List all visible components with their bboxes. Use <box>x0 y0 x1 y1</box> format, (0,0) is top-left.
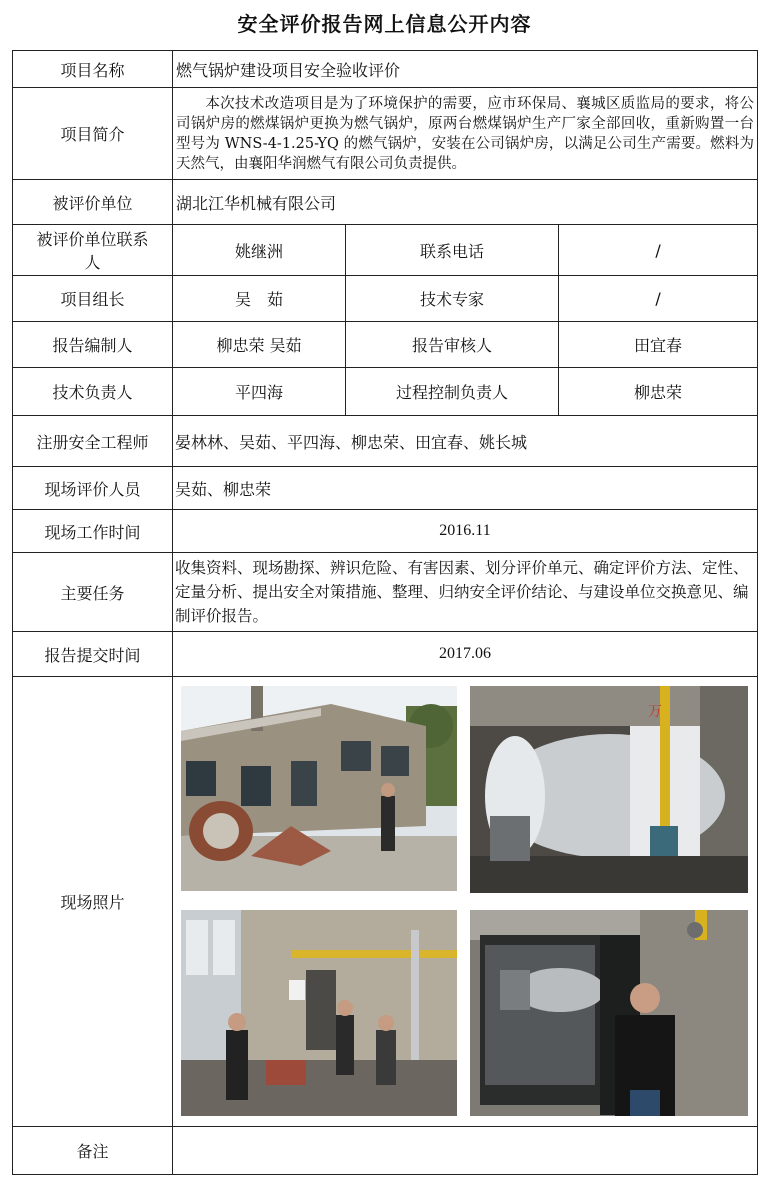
photo-gas-boiler <box>470 686 748 893</box>
row-tech-lead <box>13 368 758 416</box>
team-lead-label: 项目组长 <box>13 276 173 322</box>
photos-label: 现场照片 <box>13 677 173 1127</box>
engineers-label: 注册安全工程师 <box>13 416 173 467</box>
evaluated-unit-label: 被评价单位 <box>13 180 173 225</box>
row-project-name <box>13 51 758 88</box>
site-staff-value: 吴茹、柳忠荣 <box>173 467 758 510</box>
project-intro-cell <box>173 88 758 180</box>
row-main-tasks <box>13 553 758 632</box>
tech-lead-label: 技术负责人 <box>13 368 173 416</box>
main-tasks-label: 主要任务 <box>13 553 173 632</box>
submit-time-value: 2017.06 <box>173 632 758 677</box>
row-photos <box>13 677 758 1127</box>
site-time-value: 2016.11 <box>173 510 758 553</box>
photo-boiler-room-interior <box>181 910 457 1116</box>
contact-label: 被评价单位联系人 <box>13 225 173 276</box>
evaluated-unit-value: 湖北江华机械有限公司 <box>173 180 758 225</box>
row-project-intro <box>13 88 758 180</box>
author-label: 报告编制人 <box>13 322 173 368</box>
phone-value: / <box>559 225 758 276</box>
row-contact <box>13 225 758 276</box>
team-lead-value: 吴 茹 <box>173 276 346 322</box>
info-table <box>12 50 758 1175</box>
process-control-value: 柳忠荣 <box>559 368 758 416</box>
row-evaluated-unit <box>13 180 758 225</box>
site-staff-label: 现场评价人员 <box>13 467 173 510</box>
photo-grid <box>173 679 747 1125</box>
row-engineers <box>13 416 758 467</box>
tech-lead-value: 平四海 <box>173 368 346 416</box>
submit-time-label: 报告提交时间 <box>13 632 173 677</box>
photo-boiler-room-doorway <box>470 910 748 1116</box>
svg-text:万: 万 <box>648 702 662 719</box>
phone-label: 联系电话 <box>346 225 559 276</box>
contact-value: 姚继洲 <box>173 225 346 276</box>
site-time-label: 现场工作时间 <box>13 510 173 553</box>
project-intro-value: 本次技术改造项目是为了环境保护的需要，应市环保局、襄城区质监局的要求，将公司锅炉房的燃煤锅炉更换为燃气锅炉，原两台燃煤锅炉生产厂家全部回收，重新购置一台型号为 WNS-4-1.25-YQ 的燃气锅炉，安装在公司锅炉房，以满足公司生产需要。燃料为天然气，由襄阳华润燃气有限公司负责提供。 <box>176 95 755 172</box>
expert-value: / <box>559 276 758 322</box>
row-author <box>13 322 758 368</box>
row-site-staff <box>13 467 758 510</box>
photo-building-exterior <box>181 686 457 891</box>
remarks-label: 备注 <box>13 1127 173 1175</box>
author-value: 柳忠荣 吴茹 <box>173 322 346 368</box>
row-remarks <box>13 1127 758 1175</box>
row-site-time <box>13 510 758 553</box>
reviewer-value: 田宜春 <box>559 322 758 368</box>
photos-cell <box>173 677 758 1127</box>
main-tasks-value: 收集资料、现场勘探、辨识危险、有害因素、划分评价单元、确定评价方法、定性、定量分析、提出安全对策措施、整理、归纳安全评价结论、与建设单位交换意见、编制评价报告。 <box>173 553 758 632</box>
project-name-value: 燃气锅炉建设项目安全验收评价 <box>173 51 758 88</box>
reviewer-label: 报告审核人 <box>346 322 559 368</box>
row-team-lead <box>13 276 758 322</box>
project-intro-label: 项目简介 <box>13 88 173 180</box>
project-name-label: 项目名称 <box>13 51 173 88</box>
process-control-label: 过程控制负责人 <box>346 368 559 416</box>
expert-label: 技术专家 <box>346 276 559 322</box>
page-title: 安全评价报告网上信息公开内容 <box>237 12 532 36</box>
engineers-value: 晏林林、吴茹、平四海、柳忠荣、田宜春、姚长城 <box>173 416 758 467</box>
row-submit-time <box>13 632 758 677</box>
remarks-value <box>173 1127 758 1175</box>
